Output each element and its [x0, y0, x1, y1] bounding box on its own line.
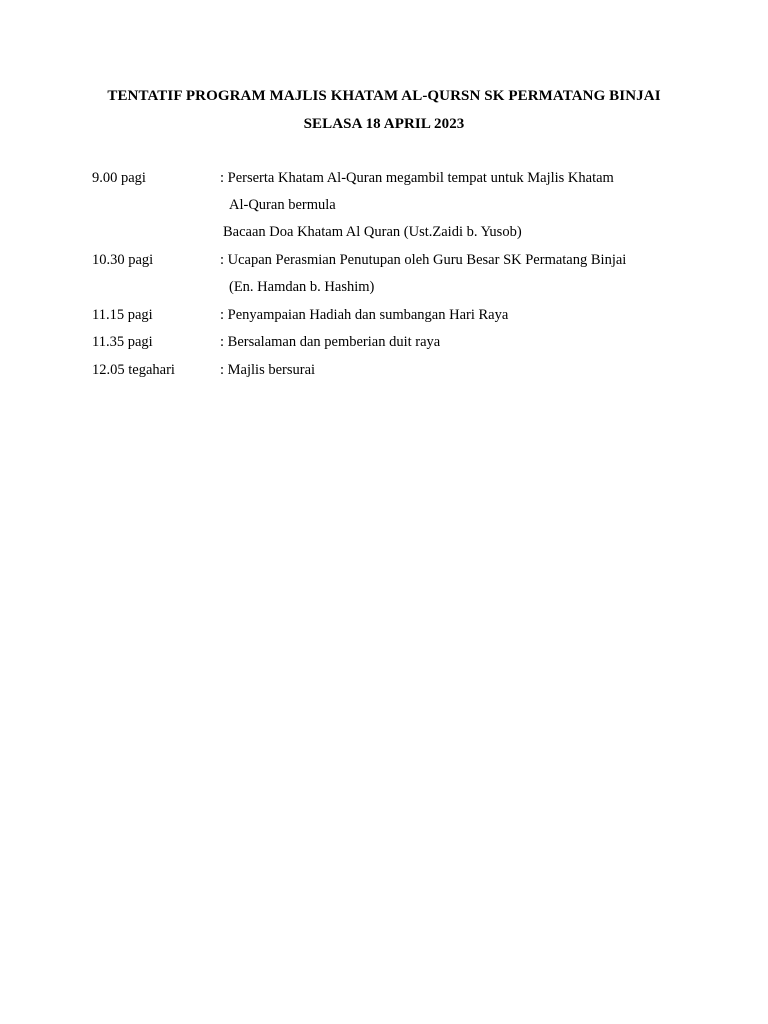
schedule-description-continued: Bacaan Doa Khatam Al Quran (Ust.Zaidi b. Yusob)	[223, 224, 522, 240]
schedule-description: : Penyampaian Hadiah dan sumbangan Hari Raya	[220, 307, 509, 323]
schedule-time: 11.15 pagi	[92, 307, 153, 323]
schedule-description-continued: Al-Quran bermula	[229, 197, 336, 213]
document-title: TENTATIF PROGRAM MAJLIS KHATAM AL-QURSN SK PERMATANG BINJAI	[107, 88, 661, 104]
schedule-description-continued: (En. Hamdan b. Hashim)	[229, 279, 375, 295]
schedule-description: : Ucapan Perasmian Penutupan oleh Guru Besar SK Permatang Binjai	[220, 252, 627, 268]
schedule-time: 12.05 tegahari	[92, 362, 175, 378]
schedule-description: : Bersalaman dan pemberian duit raya	[220, 334, 441, 350]
schedule-description: : Majlis bersurai	[220, 362, 316, 378]
schedule-description: : Perserta Khatam Al-Quran megambil tempat untuk Majlis Khatam	[220, 170, 614, 186]
schedule-time: 9.00 pagi	[92, 170, 146, 186]
schedule-time: 10.30 pagi	[92, 252, 154, 268]
schedule-time: 11.35 pagi	[92, 334, 153, 350]
document-subtitle: SELASA 18 APRIL 2023	[303, 116, 465, 132]
